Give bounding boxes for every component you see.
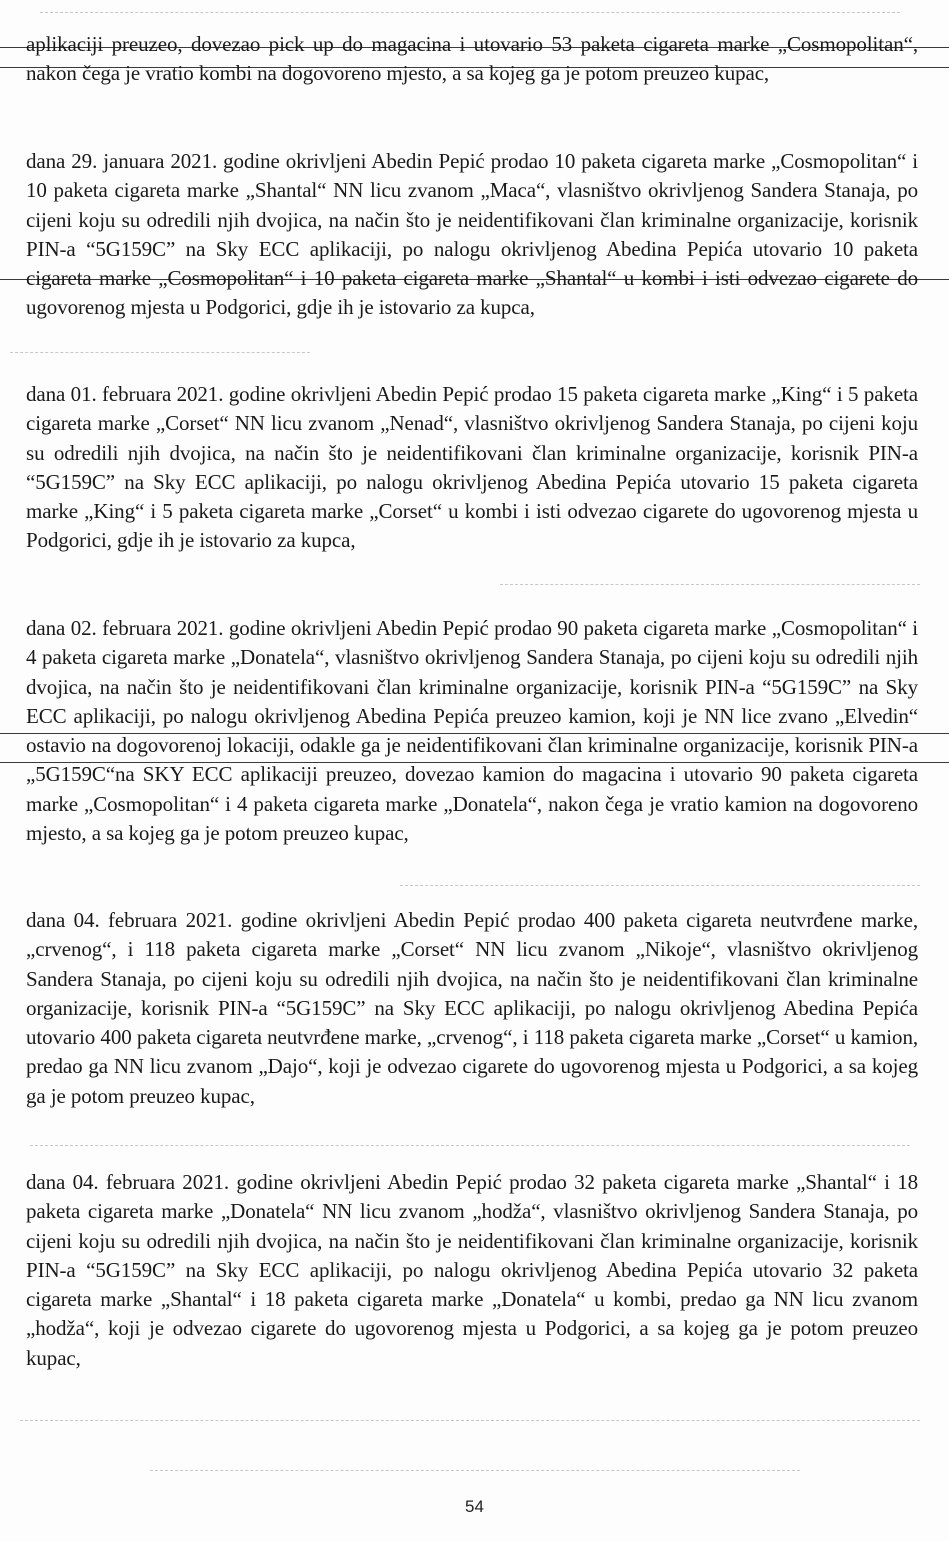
scan-noise	[20, 1420, 920, 1421]
scan-noise	[10, 352, 310, 353]
paragraph-text: dana 01. februara 2021. godine okrivljeni Abedin Pepić prodao 15 paketa cigareta marke „King“ i 5 paketa cigareta marke „Corset“ NN licu zvanom „Nenad“, vlasništvo okrivljenog Sandera Stanaja, po cijeni koju su odredili njih dvojica, na način što je neidentifikovani član kriminalne organizacije, korisnik PIN-a “5G159C” na Sky ECC aplikaciji, po nalogu okrivljenog Abedina Pepića utovario 15 paketa cigareta marke „King“ i 5 paketa cigareta marke „Corset“ u kombi i isti odvezao cigarete do ugovorenog mjesta u Podgorici, gdje ih je istovario za kupca,	[26, 382, 918, 553]
paragraph-text: dana 04. februara 2021. godine okrivljeni Abedin Pepić prodao 32 paketa cigareta marke „Shantal“ i 18 paketa cigareta marke „Donatela“ NN licu zvanom „hodža“, vlasništvo okrivljenog Sandera Stanaja, po cijeni koju su odredili njih dvojica, na način što je neidentifikovani član kriminalne organizacije, korisnik PIN-a “5G159C” na Sky ECC aplikaciji, po nalogu okrivljenog Abedina Pepića utovario 32 paketa cigareta marke „Shantal“ i 18 paketa cigareta marke „Donatela“ u kombi, predao ga NN licu zvanom „hodža“, koji je odvezao cigarete do ugovorenog mjesta u Podgorici, a sa kojeg ga je potom preuzeo kupac,	[26, 1170, 918, 1370]
paragraph	[26, 1168, 918, 1373]
page-number: 54	[465, 1497, 484, 1516]
scan-noise	[400, 885, 920, 886]
paragraph	[26, 147, 918, 323]
paragraph	[26, 30, 918, 89]
scan-noise	[30, 1145, 910, 1146]
scan-noise	[500, 584, 920, 585]
scan-noise	[40, 12, 900, 13]
paragraph-text: dana 02. februara 2021. godine okrivljeni Abedin Pepić prodao 90 paketa cigareta marke „Cosmopolitan“ i 4 paketa cigareta marke „Donatela“, vlasništvo okrivljenog Sandera Stanaja, po cijeni koju su odredili njih dvojica, na način što je neidentifikovani član kriminalne organizacije, korisnik PIN-a “5G159C” na Sky ECC aplikaciji, po nalogu okrivljenog Abedina Pepića preuzeo kamion, koji je NN lice zvano „Elvedin“ ostavio na dogovorenoj lokaciji, odakle ga je neidentifikovani član kriminalne organizacije, korisnik PIN-a „5G159C“na SKY ECC aplikaciji preuzeo, dovezao kamion do magacina i utovario 90 paketa cigareta marke „Cosmopolitan“ i 4 paketa cigareta marke „Donatela“, nakon čega je vratio kamion na dogovoreno mjesto, a sa kojeg ga je potom preuzeo kupac,	[26, 616, 918, 846]
paragraph-text: dana 29. januara 2021. godine okrivljeni Abedin Pepić prodao 10 paketa cigareta marke „Cosmopolitan“ i 10 paketa cigareta marke „Shantal“ NN licu zvanom „Maca“, vlasništvo okrivljenog Sandera Stanaja, po cijeni koju su odredili njih dvojica, na način što je neidentifikovani član kriminalne organizacije, korisnik PIN-a “5G159C” na Sky ECC aplikaciji, po nalogu okrivljenog Abedina Pepića utovario 10 paketa cigareta marke „Cosmopolitan“ i 10 paketa cigareta marke „Shantal“ u kombi i isti odvezao cigarete do ugovorenog mjesta u Podgorici, gdje ih je istovario za kupca,	[26, 149, 918, 320]
paragraph-text: aplikaciji preuzeo, dovezao pick up do magacina i utovario 53 paketa cigareta marke „Cosmopolitan“, nakon čega je vratio kombi na dogovoreno mjesto, a sa kojeg ga je potom preuzeo kupac,	[26, 32, 918, 86]
paragraph	[26, 614, 918, 848]
paragraph	[26, 380, 918, 556]
scan-noise	[150, 1470, 800, 1471]
paragraph-text: dana 04. februara 2021. godine okrivljeni Abedin Pepić prodao 400 paketa cigareta neutvrđene marke, „crvenog“, i 118 paketa cigareta marke „Corset“ NN licu zvanom „Nikoje“, vlasništvo okrivljenog Sandera Stanaja, po cijeni koju su odredili njih dvojica, na način što je neidentifikovani član kriminalne organizacije, korisnik PIN-a “5G159C” na Sky ECC aplikaciji, po nalogu okrivljenog Abedina Pepića utovario 400 paketa cigareta neutvrđene marke, „crvenog“, i 118 paketa cigareta marke „Corset“ u kamion, predao ga NN licu zvanom „Dajo“, koji je odvezao cigarete do ugovorenog mjesta u Podgorici, a sa kojeg ga je potom preuzeo kupac,	[26, 908, 918, 1108]
paragraph	[26, 906, 918, 1111]
